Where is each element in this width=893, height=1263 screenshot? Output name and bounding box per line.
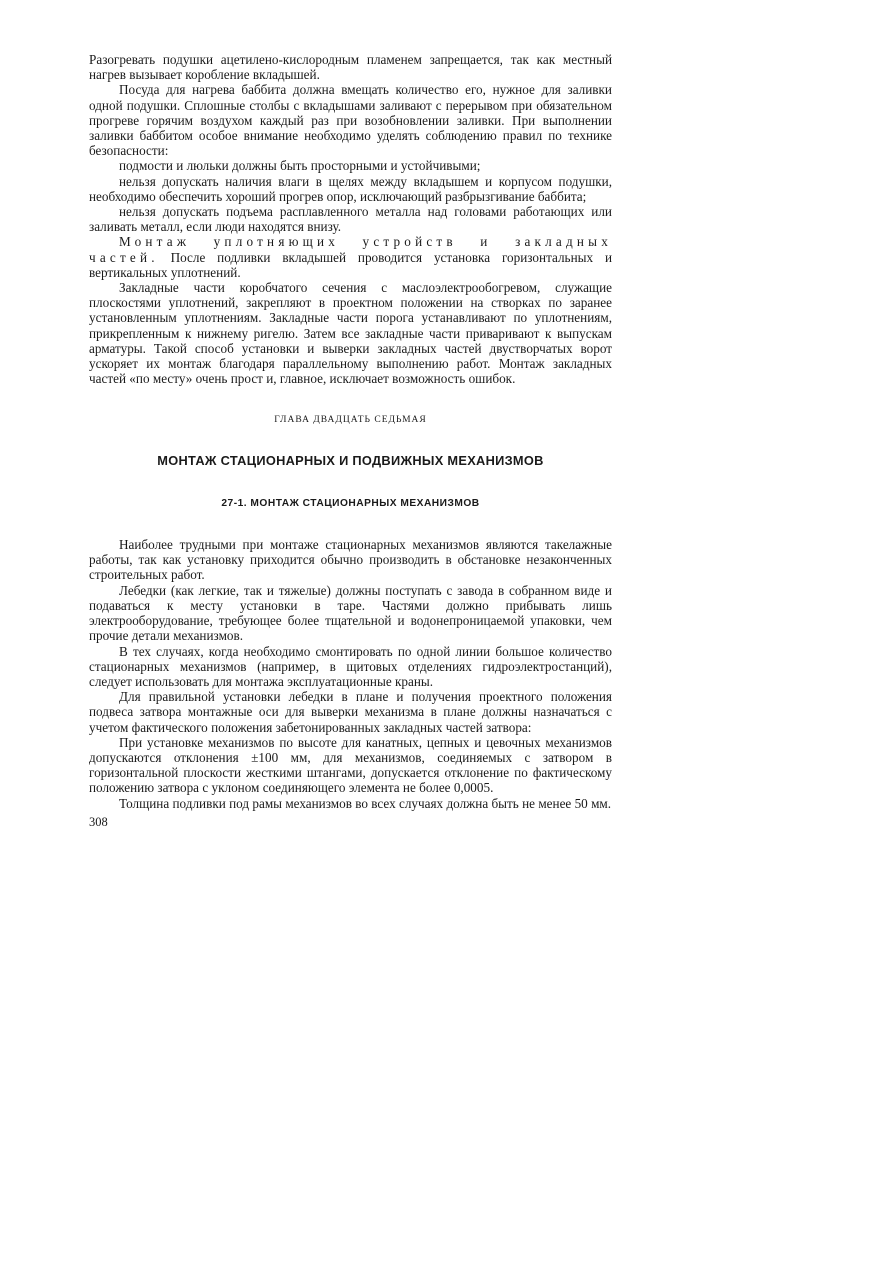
chapter-label: ГЛАВА ДВАДЦАТЬ СЕДЬМАЯ [274, 415, 427, 426]
paragraph: В тех случаях, когда необходимо смонтировать по одной линии большое количество стационарных механизмов (например, в щитовых отделениях гидроэлектростанций), следует использовать для монтажа эксплуатационные краны. [89, 643, 612, 689]
list-item: нельзя допускать наличия влаги в щелях между вкладышем и корпусом подушки, необходимо обеспечить хороший прогрев опор, исключающий разбрызгивание баббита; [89, 173, 612, 204]
paragraph: При установке механизмов по высоте для канатных, цепных и цевочных механизмов допускаются отклонения ±100 мм, для механизмов, соединяемых с затвором в горизонтальной плоскости жесткими штангами, допускается отклонение по фактическому положению затвора с уклоном соединяющего элемента не более 0,0005. [89, 734, 612, 796]
paragraph: Для правильной установки лебедки в плане и получения проектного положения подвеса затвора монтажные оси для выверки механизма в плане должны назначаться с учетом фактического положения забетонированных закладных частей затвора: [89, 689, 612, 735]
run-in-heading: Монтаж уплотняющих устройств и закладных частей. [89, 234, 612, 265]
run-in-text: После подливки вкладышей проводится установка горизонтальных и вертикальных уплотнений. [89, 249, 613, 280]
paragraph: Наиболее трудными при монтаже стационарных механизмов являются такелажные работы, так как установку приходится обычно производить в обстановке незаконченных строительных работ. [89, 537, 612, 583]
paragraph: Посуда для нагрева баббита должна вмещать количество его, нужное для заливки одной подушки. Сплошные столбы с вкладышами заливают с перерывом при обязательном прогреве горячим воздухом каждый раз при возобновлении заливки. При выполнении заливки баббитом особое внимание необходимо уделять соблюдению правил по технике безопасности: [89, 82, 612, 159]
paragraph [89, 234, 612, 280]
paragraph: Разогревать подушки ацетилено-кислородным пламенем запрещается, так как местный нагрев вызывает коробление вкладышей. [89, 52, 612, 83]
paragraph: Закладные части коробчатого сечения с маслоэлектрообогревом, служащие плоскостями уплотнений, закрепляют в проектном положении на створках по заранее установленным уплотнениям. Закладные части порога устанавливают по уплотнениям, прикрепленным к нижнему ригелю. Затем все закладные части приваривают к выпускам арматуры. Такой способ установки и выверки закладных частей двустворчатых ворот ускоряет их монтаж благодаря параллельному выполнению работ. Монтаж закладных частей «по месту» очень прост и, главное, исключает возможность ошибок. [89, 280, 612, 387]
list-item: нельзя допускать подъема расплавленного металла над головами работающих или заливать металл, если люди находятся внизу. [89, 204, 612, 235]
paragraph: Толщина подливки под рамы механизмов во всех случаях должна быть не менее 50 мм. [119, 795, 612, 811]
section-title: 27-1. МОНТАЖ СТАЦИОНАРНЫХ МЕХАНИЗМОВ [221, 497, 480, 509]
book-page [89, 52, 612, 842]
paragraph: Лебедки (как легкие, так и тяжелые) должны поступать с завода в собранном виде и подаваться к месту установки в таре. Частями должно прибывать лишь электрооборудование, требующее более тщательной и водонепроницаемой упаковки, чем прочие детали механизмов. [89, 582, 612, 644]
page-number: 308 [89, 814, 108, 829]
list-item: подмости и люльки должны быть просторными и устойчивыми; [119, 158, 481, 174]
chapter-title: МОНТАЖ СТАЦИОНАРНЫХ И ПОДВИЖНЫХ МЕХАНИЗМОВ [157, 452, 544, 468]
